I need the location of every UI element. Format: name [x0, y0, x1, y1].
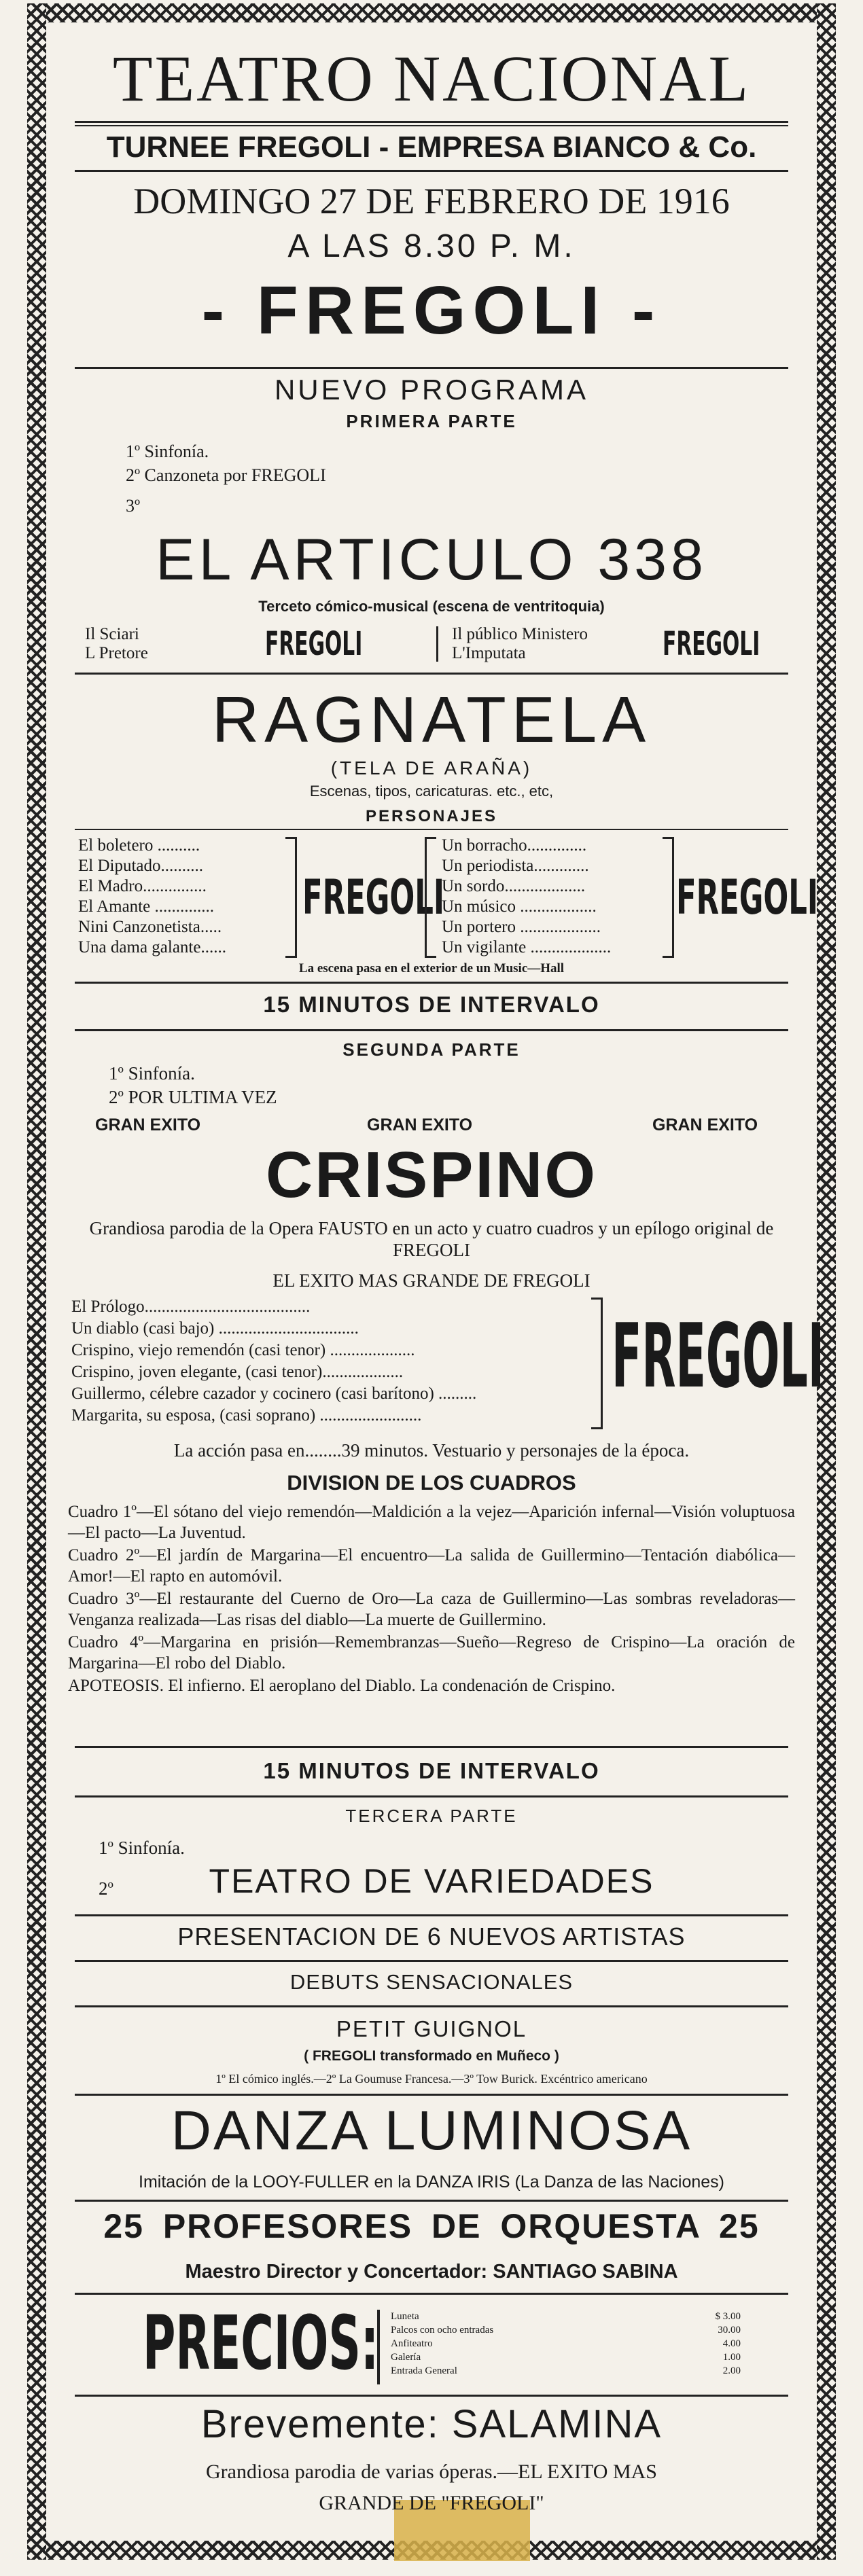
role-right-1: Il público Ministero [452, 625, 588, 643]
role-left-1: Il Sciari [85, 625, 139, 643]
precios-values [639, 2310, 741, 2378]
apoteosis: APOTEOSIS. El infierno. El aeroplano del Diablo. La condenación de Crispino. [68, 1677, 616, 1695]
role-left-2: L Pretore [85, 644, 148, 662]
personaje-left-2: El Diputado.......... [78, 857, 204, 875]
precio-name-2: Palcos con ocho entradas [391, 2325, 494, 2336]
personaje-left-6: Una dama galante...... [78, 938, 226, 956]
part2-item-2: 2º POR ULTIMA VEZ [109, 1087, 277, 1107]
play2-desc: Escenas, tipos, caricaturas. etc., etc, [309, 783, 554, 800]
maestro-line: Maestro Director y Concertador: SANTIAGO SABINA [185, 2261, 678, 2283]
precio-value-4: 1.00 [722, 2352, 741, 2363]
part1-title: PRIMERA PARTE [346, 411, 517, 431]
precio-name-1: Luneta [391, 2311, 419, 2322]
crispino-actor: FREGOLI [612, 1304, 825, 1408]
part3-item-2-num: 2º [99, 1878, 113, 1899]
precio-name-5: Entrada General [391, 2365, 457, 2376]
gran-exito-2: GRAN EXITO [367, 1115, 473, 1134]
precio-value-3: 4.00 [722, 2338, 741, 2349]
play1-roles-left [85, 625, 148, 663]
part2-title: SEGUNDA PARTE [342, 1039, 521, 1060]
division-title: DIVISION DE LOS CUADROS [287, 1471, 576, 1495]
part3-item-1: 1º Sinfonía. [99, 1838, 185, 1858]
variedades-title: TEATRO DE VARIEDADES [209, 1862, 654, 1900]
date-line: DOMINGO 27 DE FEBRERO DE 1916 [133, 181, 730, 221]
play3-desc: Grandiosa parodia de la Opera FAUSTO en un acto y cuatro cuadros y un epílogo original de FREGOLI [89, 1218, 774, 1260]
personaje-right-6: Un vigilante ................... [442, 938, 612, 956]
footer-desc-2: GRANDE DE "FREGOLI" [319, 2492, 544, 2514]
brace-right [663, 837, 674, 958]
personajes-right [442, 836, 611, 958]
intervalo-2: 15 MINUTOS DE INTERVALO [263, 1758, 600, 1783]
personaje-right-2: Un periodista............. [442, 857, 589, 875]
border-left [27, 3, 46, 2560]
precios-names [391, 2310, 615, 2378]
play3-title: CRISPINO [265, 1139, 598, 1211]
personaje-left-4: El Amante .............. [78, 897, 214, 916]
poster-body [61, 27, 825, 2537]
part1-item-1: 1º Sinfonía. [126, 442, 209, 461]
precio-name-4: Galería [391, 2352, 421, 2363]
crispino-role-1: El Prólogo....................................... [71, 1298, 311, 1316]
precio-name-3: Anfiteatro [391, 2338, 433, 2349]
personaje-left-1: El boletero .......... [78, 836, 200, 855]
danza-subtitle: Imitación de la LOOY-FULLER en la DANZA IRIS (La Danza de las Naciones) [139, 2172, 724, 2192]
gran-exito-3: GRAN EXITO [652, 1115, 758, 1134]
guignol-items: 1º El cómico inglés.—2º La Goumuse Francesa.—3º Tow Burick. Excéntrico americano [215, 2072, 648, 2086]
precio-value-5: 2.00 [722, 2365, 741, 2376]
guignol-subtitle: ( FREGOLI transformado en Muñeco ) [304, 2048, 559, 2064]
part2-item-1: 1º Sinfonía. [109, 1063, 195, 1084]
personajes-left [78, 836, 226, 958]
personaje-right-5: Un portero ................... [442, 918, 601, 936]
border-top [27, 3, 836, 22]
part1-item-2: 2º Canzoneta por FREGOLI [126, 465, 326, 485]
debuts-line: DEBUTS SENSACIONALES [289, 1970, 574, 1994]
cuadro-1: Cuadro 1º—El sótano del viejo remendón—Maldición a la vejez—Aparición infernal—Visión voluptuosa—El pacto—La Juventud. [68, 1503, 795, 1542]
cuadro-3: Cuadro 3º—El restaurante del Cuerno de Oro—La caza de Guillermino—Las sombras reveladoras—Venganza realizada—Las risas del diablo—La muerte de Guillermino. [68, 1590, 795, 1629]
precios-divider [377, 2310, 380, 2384]
precios-label: PRECIOS: [143, 2300, 379, 2386]
play1-desc: Terceto cómico-musical (escena de ventritoquia) [258, 598, 605, 615]
crispino-roles [71, 1296, 476, 1427]
personajes-label: PERSONAJES [365, 807, 498, 825]
play1-actor-right: FREGOLI [663, 625, 760, 663]
personajes-actor-right: FREGOLI [676, 870, 819, 925]
part3-title: TERCERA PARTE [345, 1806, 518, 1826]
gran-exito-1: GRAN EXITO [95, 1115, 201, 1134]
crispino-role-4: Crispino, joven elegante, (casi tenor)................... [71, 1363, 404, 1381]
guignol-title: PETIT GUIGNOL [336, 2016, 527, 2041]
footer-desc-1: Grandiosa parodia de varias óperas.—EL EXITO MAS [206, 2461, 657, 2483]
brace-mid [425, 837, 436, 958]
intervalo-1: 15 MINUTOS DE INTERVALO [263, 992, 600, 1017]
program-title: NUEVO PROGRAMA [274, 374, 589, 406]
play1-title: EL ARTICULO 338 [156, 527, 707, 592]
play2-subtitle: (TELA DE ARAÑA) [330, 757, 533, 779]
personaje-left-3: El Madro............... [78, 877, 207, 895]
brace-crispino [591, 1298, 603, 1429]
role-right-2: L'Imputata [452, 644, 526, 662]
precio-value-2: 30.00 [718, 2325, 741, 2336]
personaje-right-1: Un borracho.............. [442, 836, 587, 855]
crispino-role-6: Margarita, su esposa, (casi soprano) ........................ [71, 1406, 422, 1425]
tour-line: TURNEE FREGOLI - EMPRESA BIANCO & Co. [106, 130, 757, 164]
exito-line: EL EXITO MAS GRANDE DE FREGOLI [272, 1270, 591, 1291]
personaje-right-3: Un sordo................... [442, 877, 586, 895]
crispino-role-5: Guillermo, célebre cazador y cocinero (casi barítono) ......... [71, 1384, 477, 1403]
cuadro-4: Cuadro 4º—Margarina en prisión—Remembranzas—Sueño—Regreso de Crispino—La oración de Margarina—El robo del Diablo. [68, 1633, 795, 1672]
crispino-role-2: Un diablo (casi bajo) ................................. [71, 1319, 359, 1338]
accion-line: La acción pasa en........39 minutos. Vestuario y personajes de la época. [173, 1440, 690, 1461]
divider [436, 626, 438, 662]
cuadros-list [68, 1501, 795, 1696]
cuadro-2: Cuadro 2º—El jardín de Margarina—El encuentro—La salida de Guillermino—Tentación diabólica—Amor!—El rapto en automóvil. [68, 1546, 795, 1586]
orquesta-line: 25 PROFESORES DE ORQUESTA 25 [103, 2207, 760, 2245]
brace-left [285, 837, 297, 958]
personaje-left-5: Nini Canzonetista..... [78, 918, 222, 936]
part1-item-3: 3º [126, 496, 141, 516]
precio-value-1: $ 3.00 [715, 2311, 741, 2322]
play1-roles-right [452, 625, 588, 663]
border-right [817, 3, 836, 2560]
time-line: A LAS 8.30 P. M. [287, 228, 576, 264]
brevemente-line: Brevemente: SALAMINA [200, 2402, 663, 2446]
scene-note: La escena pasa en el exterior de un Music—Hall [298, 961, 565, 976]
star-name: - FREGOLI - [201, 272, 662, 348]
danza-title: DANZA LUMINOSA [171, 2100, 692, 2162]
play1-actor-left: FREGOLI [265, 625, 363, 663]
crispino-role-3: Crispino, viejo remendón (casi tenor) .................... [71, 1341, 415, 1359]
play2-title: RAGNATELA [211, 683, 652, 756]
presentacion-line: PRESENTACION DE 6 NUEVOS ARTISTAS [177, 1922, 686, 1950]
personaje-right-4: Un músico .................. [442, 897, 597, 916]
theatre-name: TEATRO NACIONAL [112, 42, 751, 115]
personajes-actor-left: FREGOLI [302, 870, 445, 925]
